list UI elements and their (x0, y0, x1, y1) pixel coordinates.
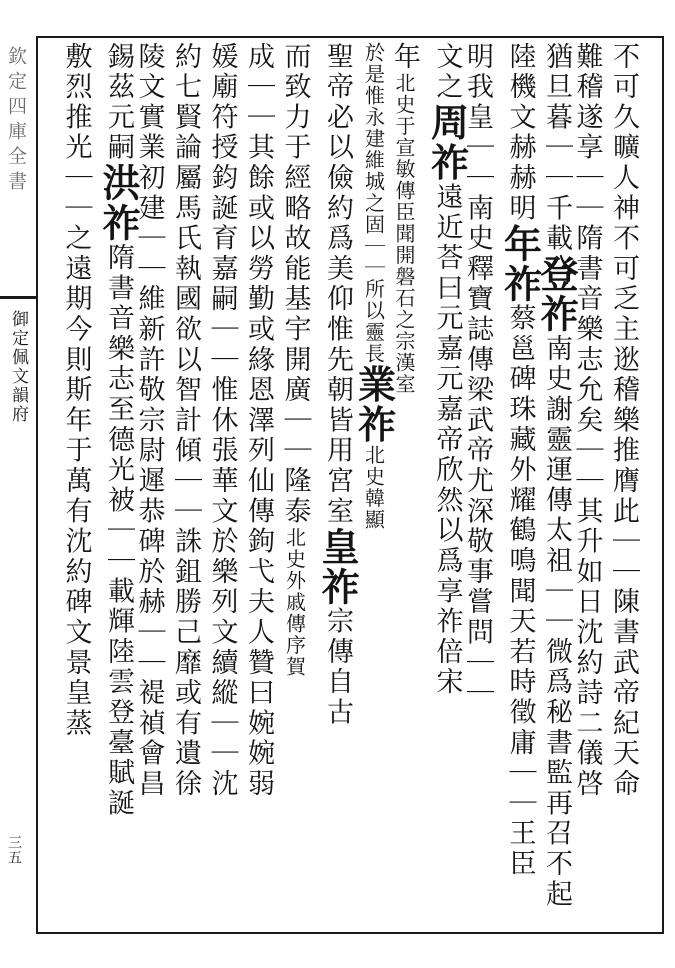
body-text: 而致力于經略故能基宇開廣｜｜隆泰 (279, 42, 311, 527)
body-text: 媛廟符授鈞誕育嘉嗣｜｜惟休張華文於樂列文續縱｜｜沈 (206, 42, 238, 800)
text-column (60, 42, 92, 739)
text-column (206, 42, 238, 800)
body-text: 年 (389, 42, 420, 73)
annotation-text: 北史于宣敏傳臣聞開磐石之宗漢室 (392, 72, 416, 395)
text-column (245, 42, 272, 800)
fold-mark (0, 296, 36, 299)
headword: 皇祚 (315, 526, 360, 607)
body-text: 蔡邕碑珠藏外耀鶴鳴聞天若時徵庸｜｜王臣 (504, 303, 536, 880)
body-text: 文之 (431, 42, 463, 103)
margin-header-fragment: 欽定四庫全書 (5, 46, 27, 196)
body-text: 宗傳自古 (322, 606, 353, 729)
body-text: 成｜｜其餘或以勞勤或緣恩澤列仙傳鉤弋夫人贊曰婉婉弱 (243, 42, 274, 800)
page-number: 三五 (6, 835, 22, 865)
text-column (534, 42, 579, 910)
headword: 業祚 (351, 364, 397, 445)
text-column (172, 42, 199, 800)
annotation-text: 北史外戚傳序賀 (282, 526, 307, 678)
text-column (279, 42, 311, 678)
body-text: 遠近荅曰元嘉元嘉帝欣然以爲享祚倍宋 (431, 182, 463, 698)
headword: 年祚 (497, 223, 543, 304)
text-column (497, 42, 543, 880)
body-text: 明我皇｜｜ (462, 42, 493, 194)
body-text: 陵文實業初建｜｜維新許敬宗尉遲恭碑於赫｜｜褆禎會昌 (133, 42, 165, 800)
text-column (424, 42, 470, 698)
annotation-text: 於是惟永建維城之固｜｜所以靈長 (361, 42, 386, 365)
body-text: 陸機文赫赫明 (504, 42, 536, 224)
body-text: 南史謝靈運傳太祖｜｜微爲秘書監再召不起 (541, 334, 572, 910)
body-text: 聖帝必以儉約爲美仰惟先朝皆用宮室 (322, 42, 353, 527)
body-text: 猶旦暮｜｜千載 (541, 42, 572, 255)
gutter-rule (36, 36, 37, 934)
body-text: 敷烈推光｜｜之遠期今則斯年于萬有沈約碑文景皇蒸 (60, 42, 92, 739)
headword: 登祚 (534, 254, 579, 335)
body-text: 難稽遂享｜｜隋書音樂志允矣｜｜其升如日沈約詩二儀啓 (571, 42, 603, 800)
body-text: 錫茲元嗣 (103, 42, 134, 164)
text-column (96, 42, 141, 819)
text-column (133, 42, 165, 800)
body-text: 不可久曠人神不可乏主逖稽樂推膺此｜｜陳書武帝紀天命 (608, 42, 639, 800)
headword: 洪祚 (96, 163, 141, 244)
body-text: 約七賢論屬馬氏執國欲以智計傾｜｜誅鉏勝己靡或有遺徐 (170, 42, 201, 800)
body-text: 隋書音樂志至德光被｜｜載輝陸雲登臺賦誕 (103, 243, 134, 819)
headword: 周祚 (424, 102, 470, 183)
body-text: 南史釋寶誌傳梁武帝尤深敬事嘗問｜｜ (462, 193, 493, 709)
text-column (391, 42, 418, 395)
text-column (610, 42, 637, 800)
annotation-text: 北史韓顯 (361, 444, 386, 531)
text-column (315, 42, 360, 729)
text-column (351, 42, 397, 531)
text-column (571, 42, 603, 800)
margin-book-title: 御定佩文韻府 (8, 310, 28, 424)
